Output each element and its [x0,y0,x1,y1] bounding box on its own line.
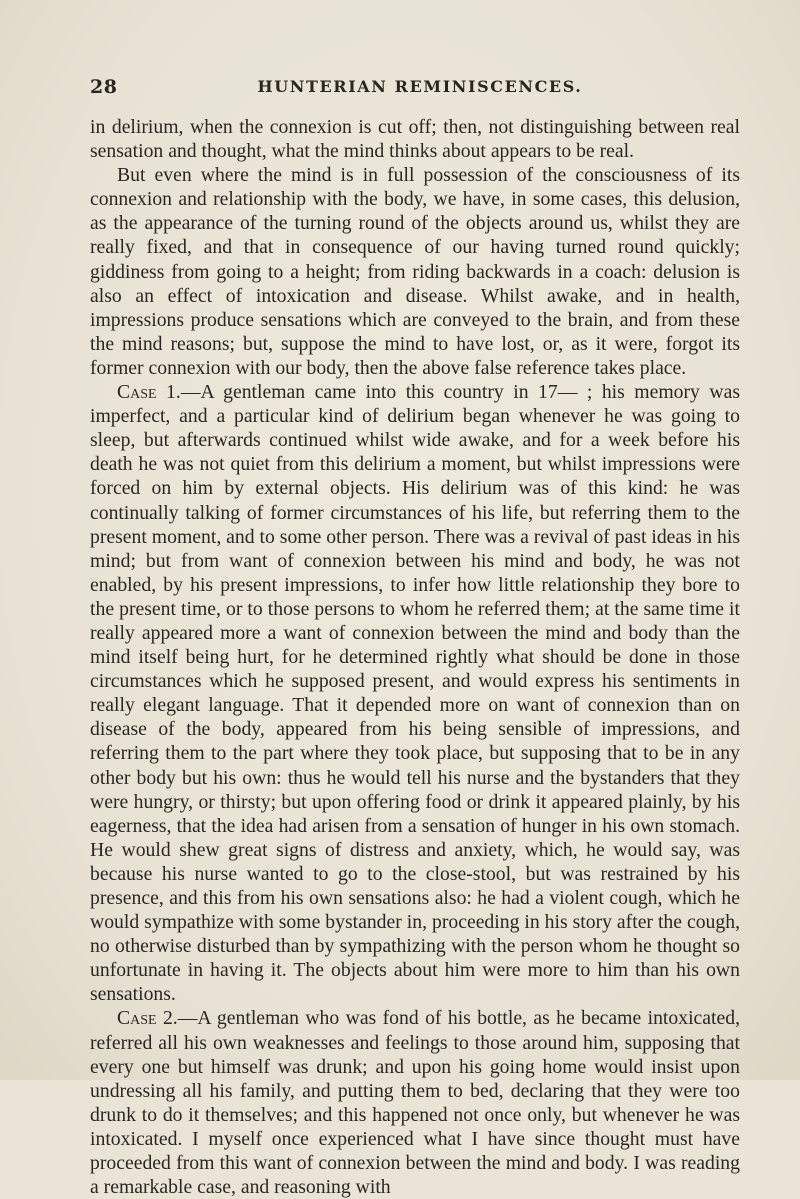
case-label: Case 1. [117,381,181,404]
paragraph [90,380,740,1006]
body-text [90,115,740,1199]
paragraph: But even where the mind is in full possession of the consciousness of its connexion and relationship with the body, we have, in some cases, this delusion, as the appearance of the turning round of the objects around us, whilst they are really fixed, and that in consequence of our having turned round quickly; giddiness from going to a height; from riding backwards in a coach: delusion is also an effect of intoxication and disease. Whilst awake, and in health, impressions produce sensations which are conveyed to the brain, and from these the mind reasons; but, suppose the mind to have lost, or, as it were, forgot its former connexion with our body, then the above false reference takes place. [90,164,740,379]
paragraph-text: —A gentleman who was fond of his bottle, as he became intoxicated, referred all his own weaknesses and feelings to those around him, supposing that every one but himself was drunk; and upon his going home would insist upon undressing all his family, and putting them to bed, declaring that they were too drunk to do it themselves; and this happened not once only, but whenever he was intoxicated. I myself once experienced what I have since thought must have proceeded from this want of connexion between the mind and body. I was reading a remarkable case, and reasoning with [90,1007,740,1199]
page-number: 28 [90,76,118,98]
paragraph: in delirium, when the connexion is cut off; then, not distinguishing between real sensation and thought, what the mind thinks about appears to be real. [90,116,740,163]
paragraph [90,1006,740,1199]
paragraph-text: —A gentleman came into this country in 17— ; his memory was imperfect, and a particular kind of delirium began whenever he was going to sleep, but afterwards continued whilst wide awake, and for a week before his death he was not quiet from this delirium a moment, but whilst impressions were forced on him by external objects. His delirium was of this kind: he was continually talking of former circumstances of his life, but referring them to the present moment, and to some other person. There was a revival of past ideas in his mind; but from want of connexion between his mind and body, he was not enabled, by his present impressions, to infer how little relationship they bore to the present time, or to those persons to whom he referred them; at the same time it really appeared more a want of connexion between the mind and body than the mind itself being hurt, for he determined rightly what should be done in those circumstances which he supposed present, and would express his sentiments in really elegant language. That it depended more on want of connexion than on disease of the body, appeared from his being sensible of impressions, and referring them to the part where they took place, but supposing that to be in any other body but his own: thus he would tell his nurse and the bystanders that they were hungry, or thirsty; but upon offering food or drink it appeared plainly, by his eagerness, that the idea had arisen from a sensation of hunger in his own stomach. He would shew great signs of distress and anxiety, which, he would say, was because his nurse wanted to go to the close-stool, but was restrained by his presence, and this from his own sensations also: he had a violent cough, which he would sympathize with some bystander in, proceeding in his story after the cough, no otherwise disturbed than by sympathizing with the person whom he thought so unfortunate in having it. The objects about him were more to him than his own sensations. [90,381,740,1006]
running-title: HUNTERIAN REMINISCENCES. [257,77,583,96]
page-header [90,76,750,100]
case-label: Case 2. [117,1007,178,1030]
